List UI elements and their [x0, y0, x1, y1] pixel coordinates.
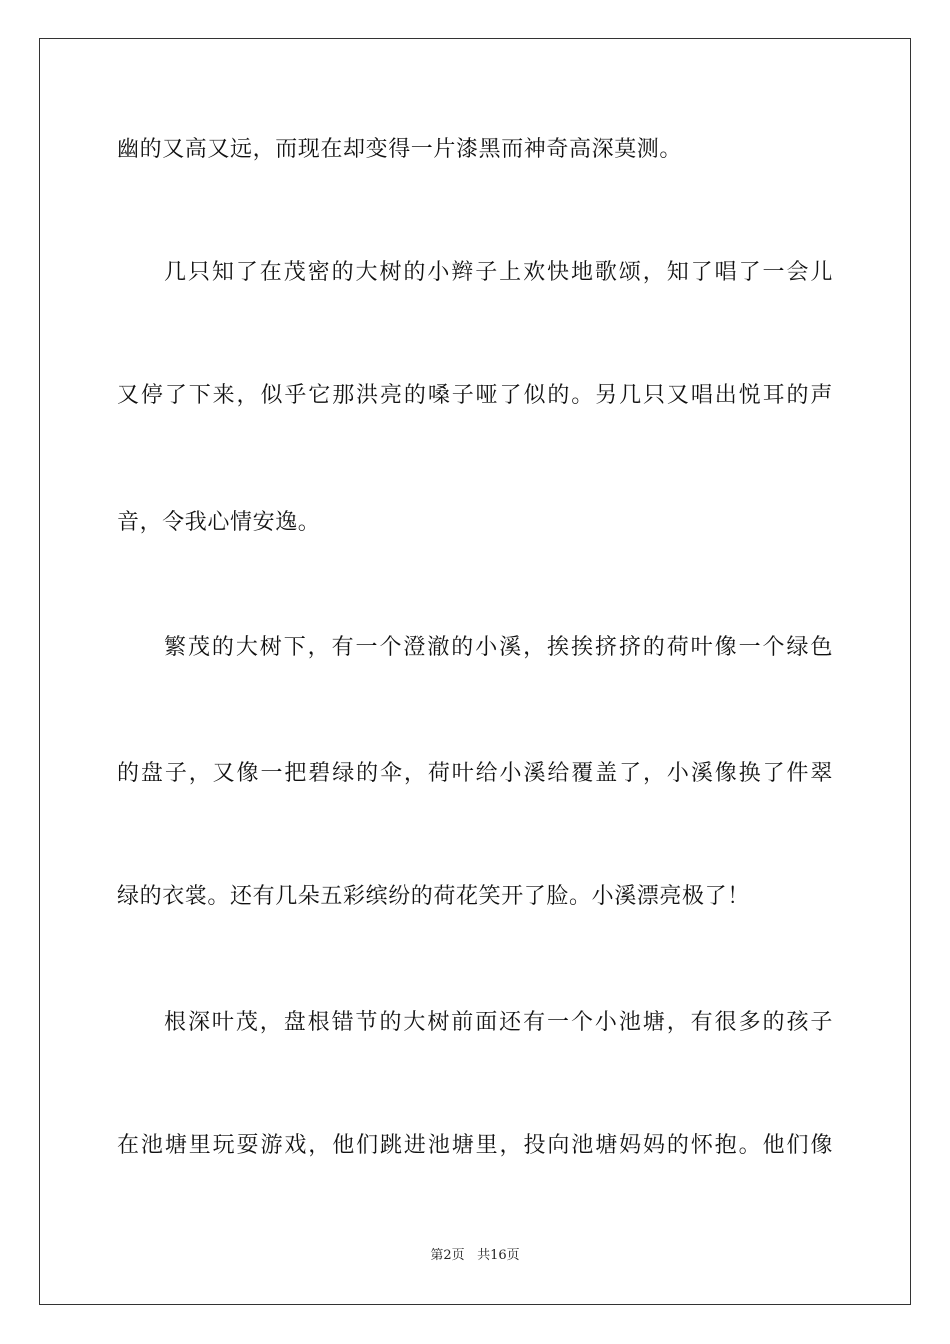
text-line: 几只知了在茂密的大树的小辫子上欢快地歌颂，知了唱了一会儿 — [164, 260, 833, 285]
page-total: 共16页 — [477, 1248, 520, 1263]
text-line: 绿的衣裳。还有几朵五彩缤纷的荷花笑开了脸。小溪漂亮极了！ — [117, 884, 750, 909]
text-line: 在池塘里玩耍游戏，他们跳进池塘里，投向池塘妈妈的怀抱。他们像 — [117, 1133, 833, 1158]
text-line: 又停了下来，似乎它那洪亮的嗓子哑了似的。另几只又唱出悦耳的声 — [117, 383, 833, 408]
page-number: 第2页 — [430, 1248, 465, 1263]
page-footer — [0, 1247, 950, 1265]
text-line: 幽的又高又远，而现在却变得一片漆黑而神奇高深莫测。 — [117, 137, 683, 162]
text-line: 繁茂的大树下，有一个澄澈的小溪，挨挨挤挤的荷叶像一个绿色 — [164, 635, 833, 660]
text-line: 音，令我心情安逸。 — [117, 510, 321, 535]
text-line: 根深叶茂，盘根错节的大树前面还有一个小池塘，有很多的孩子 — [164, 1010, 833, 1035]
page-border — [39, 38, 911, 1305]
text-line: 的盘子，又像一把碧绿的伞，荷叶给小溪给覆盖了，小溪像换了件翠 — [117, 761, 833, 786]
